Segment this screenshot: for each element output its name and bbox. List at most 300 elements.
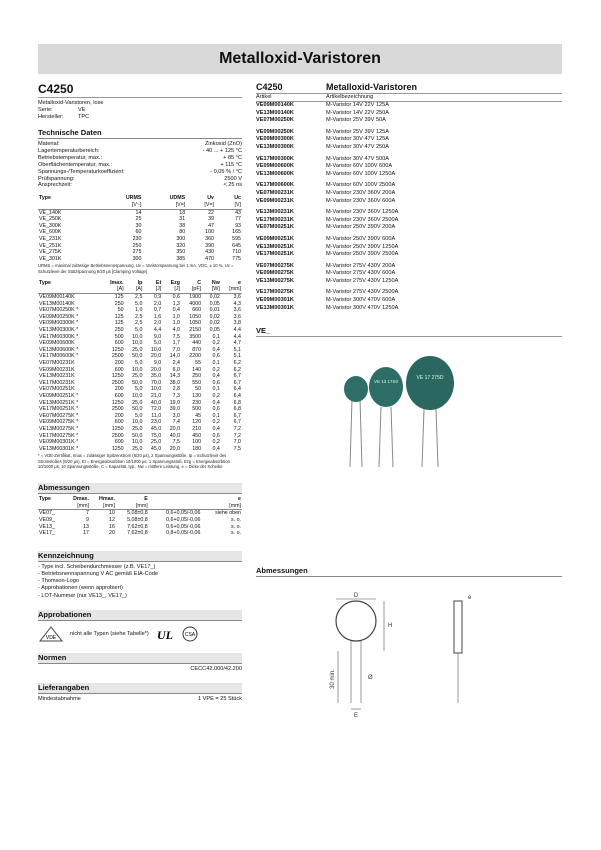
table-cell: 7	[86, 510, 89, 517]
right-column	[256, 82, 562, 469]
table-cell: 125	[114, 313, 124, 320]
table-cell: 10,0	[132, 419, 143, 426]
article-row	[256, 182, 562, 190]
table-cell: VE_231K	[39, 235, 62, 242]
table-cell: 710	[232, 249, 241, 256]
table-row	[38, 249, 242, 256]
table-cell: VE13M00275K *	[39, 425, 79, 432]
table-cell: 5,0	[135, 386, 143, 393]
table-cell: 7,5	[233, 445, 241, 452]
article-description: M-Varistor 230V 360V 200A	[326, 189, 396, 196]
tech-value: + 115 °C	[220, 161, 242, 168]
norm-title: Normen	[38, 653, 242, 664]
table-cell: 550	[192, 379, 202, 386]
table-cell: 6,7	[233, 373, 241, 380]
table-cell: 0,6+0,05/-0,06	[166, 510, 201, 517]
table-cell: e	[238, 279, 241, 286]
kenn-item: - Thomson-Logo	[38, 578, 79, 585]
article-description: M-Varistor 275V 430V 2500A	[326, 289, 399, 296]
table-cell: 500	[114, 333, 124, 340]
table-cell: VE17M00251K *	[39, 406, 79, 413]
page-banner: Metalloxid-Varistoren	[38, 44, 562, 74]
table-cell: 21,0	[150, 392, 162, 399]
table-cell: 450	[192, 432, 202, 439]
table-row	[38, 400, 242, 407]
table-cell: 0,4	[172, 307, 181, 314]
table-cell: 1250	[111, 399, 124, 406]
table-cell: 5,0	[135, 412, 143, 419]
tech-row	[38, 155, 242, 162]
table-cell: Uv	[207, 195, 214, 202]
table-cell: 0,6	[212, 379, 220, 386]
table-cell: 2500	[111, 379, 124, 386]
table-cell: VE_600K	[39, 229, 62, 236]
tech-row	[38, 141, 242, 148]
csa-mark: CSA	[184, 631, 195, 638]
table-row	[38, 510, 242, 517]
tech-value: + 85 °C	[223, 154, 242, 161]
article-number: VE13M00275K	[256, 277, 294, 284]
table-cell: 600	[114, 419, 124, 426]
table-cell: [mm]	[116, 503, 149, 510]
table-row	[38, 209, 242, 216]
article-row	[256, 236, 562, 244]
article-row	[256, 297, 562, 305]
table-row	[38, 446, 242, 453]
article-number: VE09M00275K	[256, 270, 294, 277]
table-cell: 10,0	[132, 366, 143, 373]
tech-label: Oberflächentemperatur, max.:	[38, 161, 112, 168]
article-title: Metalloxid-Varistoren	[326, 82, 418, 92]
table-cell: 125	[114, 320, 124, 327]
desc-col: Artikelbezeichnung	[326, 94, 374, 100]
dim-e: e	[468, 595, 472, 601]
dimension-drawing-section	[256, 566, 562, 724]
table-cell: 320	[176, 242, 186, 249]
table-row	[38, 307, 242, 314]
article-description: M-Varistor 25V 39V 50A	[326, 117, 386, 124]
table-cell: Uc	[234, 195, 241, 202]
article-row	[256, 110, 562, 118]
table-cell: 360	[205, 235, 214, 242]
table-cell: VE_301K	[39, 255, 62, 262]
table-row	[38, 301, 242, 308]
table-cell: 0,4	[212, 445, 220, 452]
article-number: VE09M00231K	[256, 197, 294, 204]
article-number: VE17M00251K	[256, 251, 294, 258]
table-cell: [A]	[125, 286, 144, 293]
table-cell: 3,6	[233, 313, 241, 320]
table-cell: 25	[135, 216, 142, 223]
table-cell: 645	[232, 242, 241, 249]
table-cell: 7,62±0,8	[127, 530, 148, 537]
table-cell: 2500	[111, 406, 124, 413]
table-cell: 300	[132, 255, 142, 262]
table-cell: VE13_	[39, 523, 55, 530]
table-cell: 45,0	[150, 425, 162, 432]
kenn-title: Kennzeichnung	[38, 551, 242, 562]
article-row	[256, 136, 562, 144]
table-row	[38, 413, 242, 420]
table-cell: 2,4	[172, 360, 181, 366]
table-cell: 25,0	[132, 373, 143, 380]
catalog-code: C4250	[38, 82, 242, 98]
spec-note: * = VDE-Zertifikat, Imax = zulässiger Spitzenstrom (8/20 µs), 2 Spannungsstöße, Ip = Schutzlevel des Stromstoßes (8/20 µs), Et = Energieabsorbtion 10/1000 µs, 1 Spannungsstoß, Ezg = Energieabsorbtion 10/1000 µs, 10 Spannungsstöße, C = Kapazität, typ., Nw = mittlere Leistung, e = Dicke der Scheibe	[38, 453, 230, 469]
article-list	[256, 102, 562, 312]
article-number: VE07M00275K	[256, 262, 294, 269]
table-cell: 0,01	[209, 307, 220, 314]
table-cell: 5,0	[135, 300, 143, 307]
table-cell: 165	[232, 229, 241, 236]
table-cell: siehe oben	[215, 510, 241, 517]
table-cell: 0,1	[212, 412, 220, 419]
article-row	[256, 270, 562, 278]
table-row	[38, 439, 242, 446]
article-number: VE09M00300K	[256, 136, 294, 143]
article-number: VE07M00250K	[256, 117, 294, 124]
table-cell: 93	[235, 222, 241, 229]
table-cell: 20,0	[169, 445, 181, 452]
article-description: M-Varistor 60V 100V 2500A	[326, 182, 396, 189]
hersteller-label: Hersteller:	[38, 114, 64, 120]
table-cell: 6,7	[233, 419, 241, 426]
table-cell: 1250	[111, 373, 124, 380]
table-cell: 40,0	[150, 399, 162, 406]
table-cell: 440	[192, 340, 202, 347]
table-cell: Dmax.	[73, 496, 89, 503]
table-cell: 70,0	[150, 379, 162, 386]
table-cell: 7,0	[172, 346, 181, 353]
table-cell: 200	[114, 360, 124, 366]
table-cell: Type	[39, 195, 51, 202]
table-cell: 7,3	[172, 392, 181, 399]
article-number: VE13M00301K	[256, 304, 294, 311]
tech-row	[38, 182, 242, 189]
table-cell: [V~]	[99, 202, 143, 209]
table-cell: 7,2	[233, 425, 241, 432]
table-cell: VE17_	[39, 530, 55, 537]
table-cell: 1250	[111, 346, 124, 353]
table-cell: 0,05	[209, 327, 220, 334]
table-row	[38, 294, 242, 301]
table-cell: 3500	[189, 333, 202, 340]
tech-list	[38, 141, 242, 189]
table-cell: 595	[232, 235, 241, 242]
tech-label: Spannungs-/Temperaturkoeffizient:	[38, 168, 125, 175]
product-desc: Metalloxid-Varistoren, lose	[38, 100, 104, 106]
table-cell: 660	[192, 307, 202, 314]
table-cell: 30	[135, 222, 142, 229]
approval-text: nicht alle Typen (siehe Tabelle*)	[70, 630, 149, 637]
table-cell: VE17M00600K *	[39, 353, 79, 360]
table-cell: 1250	[111, 445, 124, 452]
table-cell: 12	[109, 516, 115, 523]
article-number: VE13M00251K	[256, 243, 294, 250]
varistor-photo	[256, 339, 562, 469]
table-cell: 4,4	[233, 327, 241, 334]
table-cell: 20,0	[169, 425, 181, 432]
ul-mark: UL	[156, 627, 173, 642]
article-row	[256, 263, 562, 271]
table-row	[38, 380, 242, 387]
table-cell	[38, 286, 101, 293]
table-cell: [mm]	[90, 503, 116, 510]
article-description: M-Varistor 30V 47V 125A	[326, 136, 390, 143]
tech-value: 2500 V	[224, 175, 242, 182]
serie-row	[38, 107, 242, 114]
table-cell: 350	[176, 249, 186, 256]
table-cell: 390	[205, 242, 214, 249]
dim-E: E	[353, 713, 359, 719]
article-description: M-Varistor 14V 22V 250A	[326, 109, 390, 116]
side-view	[454, 601, 462, 653]
table-cell: 60	[135, 229, 142, 236]
tech-row	[38, 148, 242, 155]
article-number: VE09M00301K	[256, 297, 294, 304]
table-cell: 10,0	[132, 333, 143, 340]
kenn-item: - Betriebsnennspannung V AC gemäß EIA-Code	[38, 570, 159, 577]
vde-triangle-icon	[38, 625, 64, 643]
tech-label: Material:	[38, 141, 60, 147]
table-row	[38, 360, 242, 367]
table-cell: 50,0	[132, 406, 143, 413]
serie-value: VE	[78, 107, 86, 113]
table-cell: 130	[192, 392, 202, 399]
table-cell: 0,9	[153, 294, 162, 301]
table-cell: 5,08±0,8	[127, 516, 148, 523]
table-cell: 35,0	[150, 373, 162, 380]
table-cell: [mm]	[64, 503, 90, 510]
table-cell: 75,0	[150, 432, 162, 439]
table-cell: 0,6	[212, 406, 220, 413]
disc-label-medium: VE 13 17S0	[373, 379, 399, 385]
table-cell: 3,6	[233, 294, 241, 301]
table-cell: [V=]	[186, 202, 215, 209]
table-cell: 17	[83, 530, 89, 537]
table-cell: [V=]	[142, 202, 186, 209]
table-cell: Imax.	[110, 279, 124, 286]
table-cell: VE09M00301K *	[39, 439, 79, 446]
table-row	[38, 530, 242, 537]
table-cell: 0,6	[212, 432, 220, 439]
article-number: VE17M00231K	[256, 216, 294, 223]
article-number: VE09M00140K	[256, 102, 294, 108]
voltage-note: URMS = maximal zulässige Betriebsnennspannung, Uv = Varistorspannung bei 1 mA, VDC, ± 10 %, Uc = Schutzlevel der Stützspannung 8/20 µs [Clamping Voltage]	[38, 263, 234, 274]
table-cell: 40,0	[169, 432, 181, 439]
table-cell: 4000	[189, 300, 202, 307]
table-cell: 0,02	[209, 294, 220, 301]
table-row	[38, 524, 242, 531]
table-cell: 2,0	[153, 320, 162, 327]
table-cell: VE_275K	[39, 249, 62, 256]
table-cell: 0,2	[212, 439, 220, 446]
table-cell	[38, 503, 64, 510]
table-row	[38, 340, 242, 347]
table-cell: 0,4	[212, 425, 220, 432]
table-cell: 7,2	[233, 432, 241, 439]
table-cell: 9,0	[153, 333, 162, 340]
article-description: M-Varistor 275V 430V 200A	[326, 262, 396, 269]
article-row	[256, 129, 562, 137]
article-header	[256, 82, 562, 94]
spec-table	[38, 280, 242, 452]
table-cell: 72,0	[150, 406, 162, 413]
table-cell: 6,8	[233, 399, 241, 406]
table-cell: VE09M00231K	[39, 366, 75, 373]
table-cell: 20,0	[150, 353, 162, 360]
article-row	[256, 305, 562, 313]
article-row	[256, 278, 562, 286]
table-cell: 230	[192, 399, 202, 406]
table-cell: 13	[83, 523, 89, 530]
table-cell: VE07M00231K	[39, 360, 75, 366]
table-cell: 0,6	[172, 294, 181, 301]
table-cell: 2200	[189, 353, 202, 360]
table-row	[38, 433, 242, 440]
norm-value: CECC42.000/42.200	[190, 665, 242, 672]
kenn-list	[38, 564, 242, 600]
table-cell: 250	[114, 300, 124, 307]
table-cell: 6,2	[233, 360, 241, 366]
article-description: M-Varistor 250V 390V 1250A	[326, 243, 399, 250]
table-cell: 1,7	[172, 340, 181, 347]
table-cell: Et	[155, 279, 162, 286]
table-cell: 25,0	[132, 346, 143, 353]
article-row	[256, 209, 562, 217]
kenn-item: - Type incl. Scheibendurchmesser (z.B. VE17_)	[38, 563, 156, 570]
table-cell: e	[238, 496, 241, 503]
table-cell: VE17M00300K *	[39, 333, 79, 340]
dim-H: H	[388, 623, 393, 629]
table-cell: s. o.	[230, 530, 241, 537]
table-cell: 0,8+0,05/-0,06	[166, 530, 201, 537]
table-cell: VE17M00275K *	[39, 432, 79, 439]
csa-logo-icon	[181, 625, 199, 643]
table-cell: 0,1	[212, 386, 220, 393]
table-cell: 31	[179, 216, 186, 223]
article-description: M-Varistor 300V 470V 1250A	[326, 304, 399, 311]
table-cell: 43	[235, 209, 241, 216]
article-description: M-Varistor 60V 100V 1250A	[326, 170, 396, 177]
table-cell: [mm]	[149, 503, 242, 510]
table-cell: 2,5	[135, 294, 143, 301]
table-cell: 385	[176, 255, 186, 262]
table-cell: Hmax.	[99, 496, 115, 503]
table-cell: 200	[114, 386, 124, 393]
table-cell: 0,6	[212, 353, 220, 360]
table-cell: 0,02	[209, 320, 220, 327]
table-cell: 10,0	[150, 346, 162, 353]
table-row	[38, 386, 242, 393]
article-number: VE17M00300K	[256, 155, 294, 162]
article-number: VE07M00251K	[256, 224, 294, 231]
table-cell: 11,0	[151, 412, 162, 419]
table-cell: 1050	[189, 313, 202, 320]
table-cell: 0,6+0,05/-0,06	[166, 516, 201, 523]
table-cell: 775	[232, 255, 241, 262]
table-row	[38, 223, 242, 230]
tech-row	[38, 169, 242, 176]
table-cell: [J]	[143, 286, 162, 293]
table-row	[38, 256, 242, 263]
table-cell: 19,0	[169, 399, 181, 406]
table-cell: 4,4	[153, 327, 162, 334]
tech-value: < 25 ns	[223, 182, 242, 189]
table-cell: [J]	[162, 286, 181, 293]
tech-label: Ansprechzeit:	[38, 182, 72, 189]
table-row	[38, 334, 242, 341]
table-cell: 1,6	[153, 313, 162, 320]
table-cell: 180	[192, 445, 202, 452]
table-cell: 38,0	[169, 379, 181, 386]
table-cell: 14,3	[169, 373, 181, 380]
table-cell: 6,4	[233, 386, 241, 393]
disc-medium	[369, 367, 403, 407]
article-number: VE09M00600K	[256, 163, 294, 170]
varistor-illustration	[256, 339, 562, 469]
table-cell: 7,4	[172, 419, 181, 426]
table-cell: 2500	[111, 432, 124, 439]
table-cell: VE09_	[39, 516, 55, 523]
article-row	[256, 217, 562, 225]
article-row	[256, 224, 562, 232]
table-cell: C	[197, 279, 202, 286]
table-cell: 210	[192, 425, 202, 432]
table-cell: 125	[114, 294, 124, 301]
table-cell: 10,0	[132, 392, 143, 399]
table-cell: 10,0	[150, 386, 162, 393]
table-cell: 1900	[189, 294, 202, 301]
hersteller-row	[38, 114, 242, 121]
table-row	[38, 320, 242, 327]
table-cell: 470	[205, 255, 214, 262]
table-cell: VE_251K	[39, 242, 62, 249]
table-cell: 4,0	[172, 327, 181, 334]
table-cell: 5,0	[153, 340, 162, 347]
table-cell: 0,1	[212, 333, 220, 340]
tech-value: - 0,05 % / °C	[210, 168, 242, 175]
table-cell: 25,0	[132, 425, 143, 432]
lief-title: Lieferangaben	[38, 683, 242, 694]
table-cell: [W]	[202, 286, 221, 293]
table-cell: s. o.	[230, 523, 241, 530]
table-cell: 2150	[189, 327, 202, 334]
abm-title-left: Abmessungen	[38, 483, 242, 494]
table-cell: 6,0	[172, 366, 181, 373]
kenn-item: - LOT-Nummer (nur VE13_, VE17_)	[38, 592, 127, 599]
article-row	[256, 102, 562, 110]
table-cell: 2,5	[135, 320, 143, 327]
table-cell: VE13M00251K *	[39, 399, 79, 406]
article-description: M-Varistor 230V 360V 2500A	[326, 216, 399, 223]
disc-label-large: VE 17 275D	[416, 375, 444, 382]
table-cell: 16	[109, 523, 115, 530]
article-description: M-Varistor 250V 390V 600A	[326, 235, 396, 242]
table-cell: 7,62±0,8	[127, 523, 148, 530]
tech-value: - 40 ... + 125 °C	[202, 147, 242, 154]
table-cell: 0,6+0,05/-0,06	[166, 523, 201, 530]
table-row	[38, 347, 242, 354]
table-cell: 10	[109, 510, 115, 517]
approvals	[38, 625, 242, 643]
dimension-drawing	[256, 579, 562, 719]
table-cell: 77	[235, 216, 241, 223]
table-cell: 600	[114, 340, 124, 347]
table-cell: 0,05	[209, 300, 220, 307]
table-cell: 23,0	[150, 419, 162, 426]
table-cell: URMS	[125, 195, 142, 202]
article-description: M-Varistor 230V 360V 600A	[326, 197, 396, 204]
